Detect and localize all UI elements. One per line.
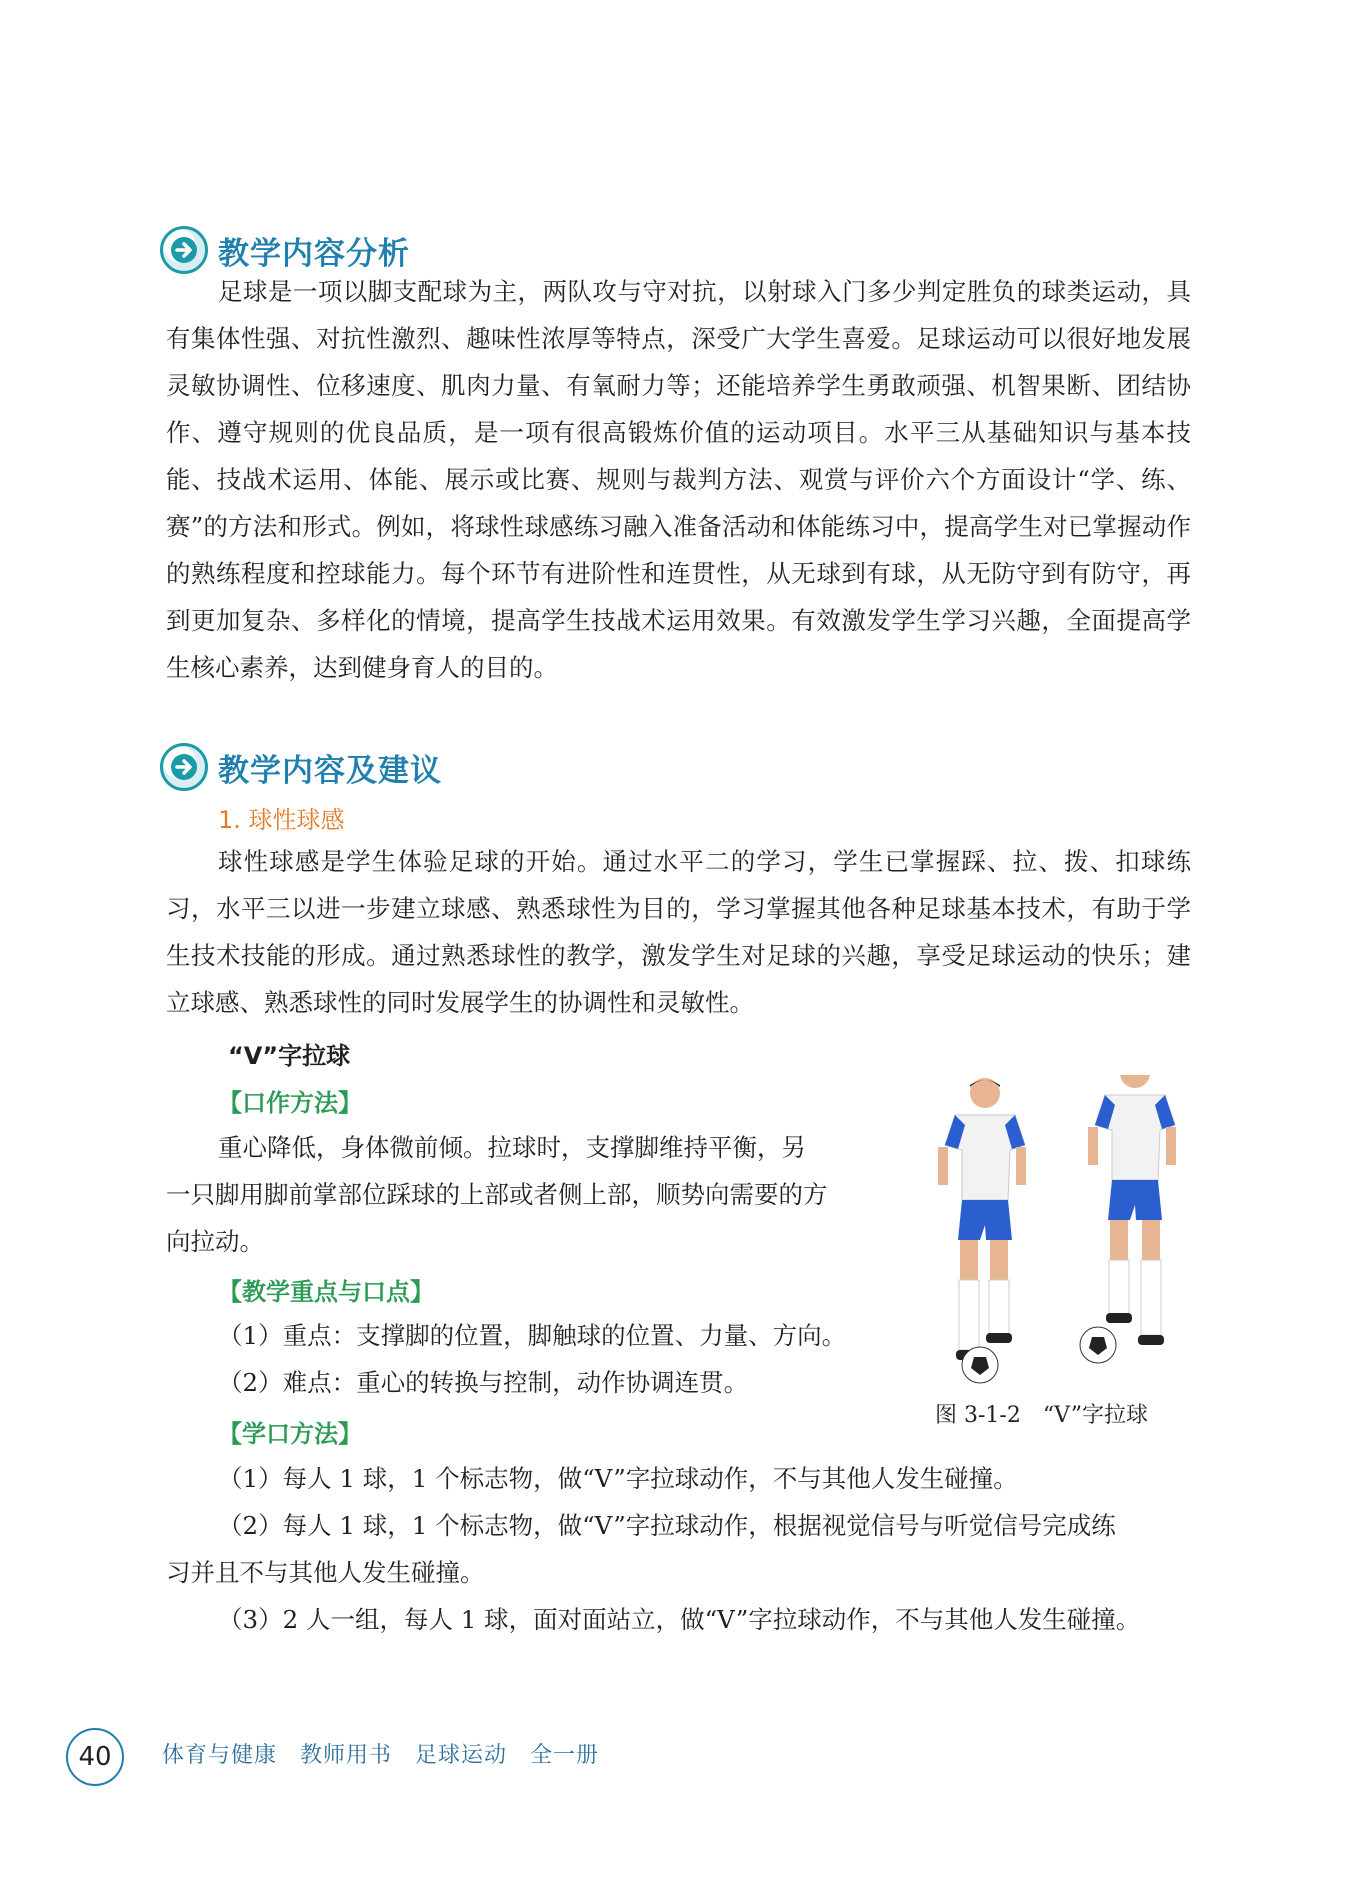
- page-number: [66, 1728, 124, 1786]
- item-title: “V”字拉球: [228, 1042, 351, 1070]
- method-line: 向拉动。: [166, 1227, 264, 1256]
- learning-method: （1）每人 1 球，1 个标志物，做“V”字拉球动作，不与其他人发生碰撞。: [218, 1464, 1018, 1493]
- figure-caption: 图 3-1-2 “V”字拉球: [935, 1403, 1149, 1428]
- section-title: 教学内容分析: [218, 235, 410, 272]
- method-line: 重心降低，身体微前倾。拉球时，支撑脚维持平衡，另: [218, 1133, 806, 1162]
- arrow-right-icon: [160, 226, 208, 274]
- analysis-paragraph: 足球是一项以脚支配球为主，两队攻与守对抗，以射球入门多少判定胜负的球类运动，具有集体性强、对抗性激烈、趣味性浓厚等特点，深受广大学生喜爱。足球运动可以很好地发展灵敏协调性、位移速度、肌肉力量、有氧耐力等；还能培养学生勇敢顽强、机智果断、团结协作、遵守规则的优良品质，是一项有很高锻炼价值的运动项目。水平三从基础知识与基本技能、技战术运用、体能、展示或比赛、规则与裁判方法、观赏与评价六个方面设计“学、练、赛”的方法和形式。例如，将球性球感练习融入准备活动和体能练习中，提高学生对已掌握动作的熟练程度和控球能力。每个环节有进阶性和连贯性，从无球到有球，从无防守到有防守，再到更加复杂、多样化的情境，提高学生技战术运用效果。有效激发学生学习兴趣，全面提高学生核心素养，达到健身育人的目的。: [166, 277, 1191, 682]
- key-point: （2）难点：重心的转换与控制，动作协调连贯。: [218, 1368, 749, 1397]
- section-title: 教学内容及建议: [218, 752, 442, 789]
- learning-methods-heading: 【学口方法】: [218, 1420, 362, 1448]
- page-number-text: 40: [78, 1742, 112, 1772]
- section-heading-suggestions: [160, 741, 442, 793]
- arrow-right-icon: [160, 743, 208, 791]
- suggestions-paragraph: 球性球感是学生体验足球的开始。通过水平二的学习，学生已掌握踩、拉、拨、扣球练习，水平三以进一步建立球感、熟悉球性为目的，学习掌握其他各种足球基本技术，有助于学生技术技能的形成。通过熟悉球性的教学，激发学生对足球的兴趣，享受足球运动的快乐；建立球感、熟悉球性的同时发展学生的协调性和灵敏性。: [166, 847, 1191, 1017]
- learning-method: （2）每人 1 球，1 个标志物，做“V”字拉球动作，根据视觉信号与听觉信号完成练: [218, 1511, 1116, 1540]
- footer-book-title: 体育与健康 教师用书 足球运动 全一册: [162, 1743, 600, 1768]
- key-point: （1）重点：支撑脚的位置，脚触球的位置、力量、方向。: [218, 1321, 847, 1350]
- player-left: [938, 1078, 1026, 1383]
- v-drag-figure: [920, 1075, 1200, 1393]
- method-heading: 【口作方法】: [218, 1089, 362, 1117]
- subheading: 1. 球性球感: [218, 806, 345, 834]
- method-line: 一只脚用脚前掌部位踩球的上部或者侧上部，顺势向需要的方: [166, 1180, 828, 1209]
- key-points-heading: 【教学重点与口点】: [218, 1278, 434, 1306]
- player-right: [1080, 1075, 1176, 1363]
- learning-method: （3）2 人一组，每人 1 球，面对面站立，做“V”字拉球动作，不与其他人发生碰撞。: [218, 1605, 1141, 1634]
- learning-method: 习并且不与其他人发生碰撞。: [166, 1558, 485, 1587]
